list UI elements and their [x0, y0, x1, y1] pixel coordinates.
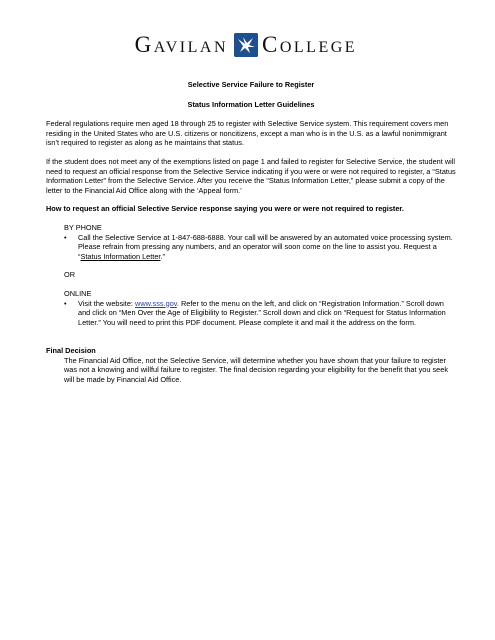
request-question: How to request an official Selective Service response saying you were or were not required to register.: [46, 204, 404, 214]
final-decision-heading: Final Decision: [46, 346, 96, 356]
sss-website-link[interactable]: www.sss.gov: [135, 298, 177, 308]
online-text-rest: . Refer to the menu on the left, and click on “Registration Information.” Scroll down and click on “Men Over the Age of Eligibility to Register.” Scroll down and click on “Request for Status Information Letter.” You will need to print this PDF document. Please complete it and mail it the address on the form.: [78, 298, 446, 327]
online-label: ONLINE: [64, 288, 92, 298]
final-decision-text: The Financial Aid Office, not the Selective Service, will determine whether you have shown that your failure to register was not a knowing and willful failure to register. The final decision regarding your eligibility for the benefit that you seek will be made by Financial Aid Office.: [64, 355, 448, 385]
by-phone-label: BY PHONE: [64, 222, 102, 232]
paragraph-exemptions: If the student does not meet any of the exemptions listed on page 1 and failed to register for Selective Service, the student will need to request an official response from the Selective Service indicating if you were or were not required to register, a “Status Information Letter” from the Selective Service. After you receive the “Status Information Letter,” please submit a copy of the letter to the Financial Aid Office along with the ‘Appeal form.’: [46, 156, 456, 195]
bullet-icon: •: [64, 232, 67, 242]
online-text: Visit the website:: [78, 298, 136, 308]
document-body: [46, 80, 456, 385]
phone-text: Call the Selective Service at 1-847-688-6888. Your call will be answered by an automated voice processing system. Please refrain from pressing any numbers, and an operator will soon come on the line to assist you. Request a “: [78, 232, 453, 261]
college-logo: [0, 30, 495, 60]
phone-text-end: .”: [160, 251, 165, 261]
or-label: OR: [64, 270, 76, 280]
gavilan-hawk-emblem-icon: [234, 33, 258, 57]
document-subtitle: Status Information Letter Guidelines: [187, 99, 315, 109]
logo-text-left: Gavilan: [134, 32, 228, 57]
online-bullet: [64, 299, 456, 328]
status-letter-text: Status Information Letter: [80, 251, 161, 261]
phone-bullet: [64, 233, 456, 262]
logo-text-right: College: [262, 32, 358, 57]
paragraph-regulations: Federal regulations require men aged 18 through 25 to register with Selective Service system. This requirement covers men residing in the United States who are U.S. citizens or noncitizens, except a man who is in the U.S. as a lawful nonimmigrant isn’t required to register as along as he maintains that status.: [46, 119, 449, 148]
bullet-icon: •: [64, 298, 67, 308]
document-title: Selective Service Failure to Register: [187, 80, 315, 89]
